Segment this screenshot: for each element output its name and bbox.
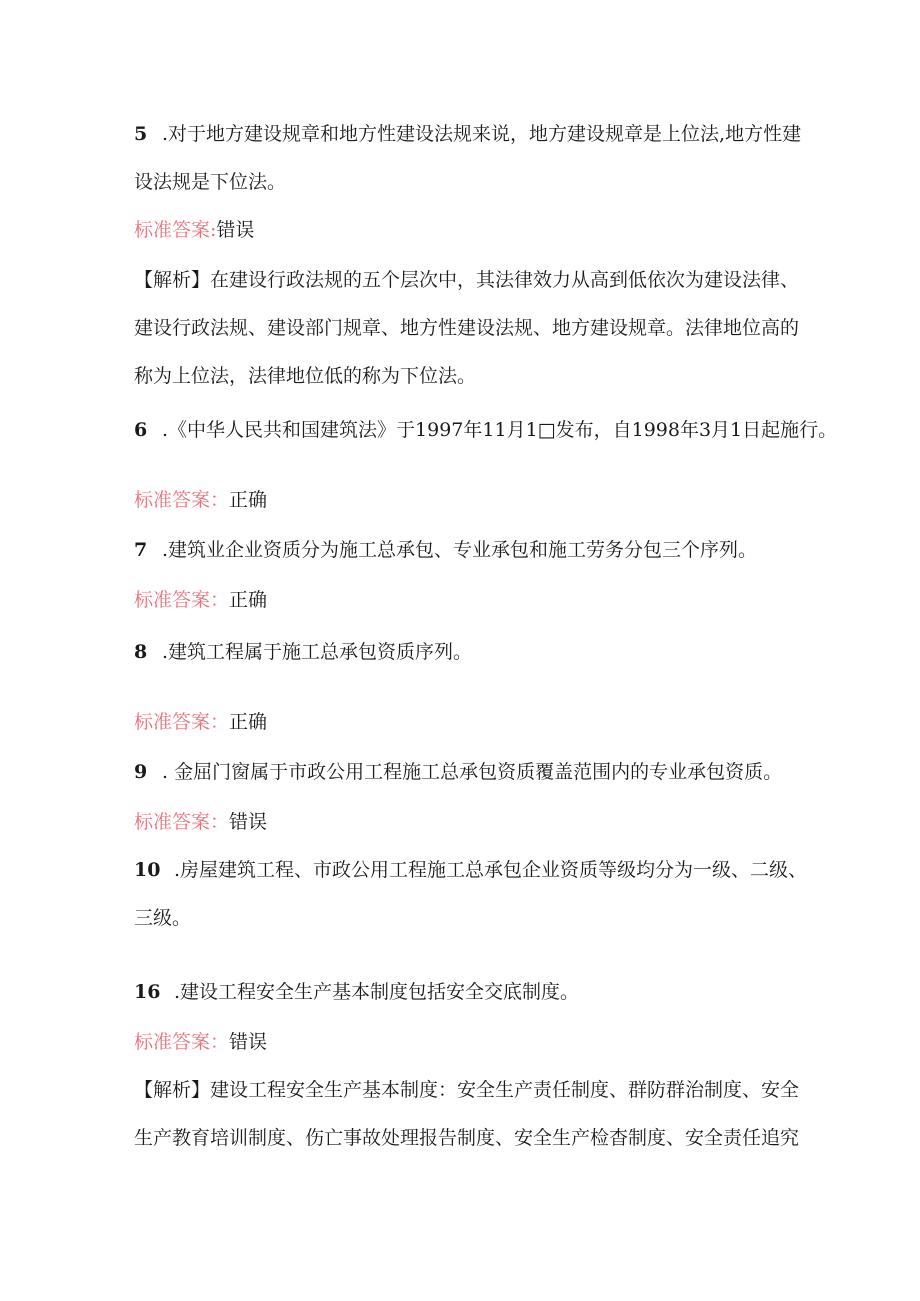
question-number: 7 [134, 539, 148, 561]
answer-16 [134, 1030, 794, 1054]
answer-9 [134, 810, 794, 834]
question-number: 16 [134, 981, 161, 1003]
explanation-text: 生产教育培训制度、伤亡事故处理报告制度、安全生产检杳制度、安全责任追究 [134, 1127, 800, 1149]
answer-6 [134, 488, 794, 512]
question-number: 8 [134, 641, 148, 663]
answer-value: 正确 [229, 489, 268, 511]
question-text: . 金屈门窗属于市政公用工程施工总承包资质覆盖范围内的专业承包资质。 [162, 761, 783, 783]
question-10-line-1 [134, 858, 808, 882]
question-text: .对于地方建设规章和地方性建设法规来说，地方建设规章是上位法,地方性建 [162, 123, 802, 145]
question-text: .建设工程安全生产基本制度包括安全交底制度。 [174, 981, 580, 1003]
answer-5 [134, 218, 794, 242]
answer-value: 正确 [229, 711, 268, 733]
question-number: 10 [134, 859, 161, 881]
question-text: .房屋建筑工程、市政公用工程施工总承包企业资质等级均分为一级、二级、 [174, 859, 808, 881]
question-text: .《中华人民共和国建筑法》于1997年11月1□发布，自1998年3月1日起施行。 [162, 419, 838, 441]
explanation-text: 称为上位法，法律地位低的称为下位法。 [134, 365, 477, 387]
answer-value: 错误 [229, 811, 268, 833]
explanation-text: 【解析】建设工程安全生产基本制度：安全生产责任制度、群防群治制度、安全 [134, 1079, 800, 1101]
answer-value: 错误 [216, 219, 255, 241]
question-16-line-1 [134, 980, 794, 1004]
answer-label: 标准答案: [134, 219, 217, 241]
answer-7 [134, 588, 794, 612]
question-6-line-1 [134, 418, 838, 442]
question-text: 设法规是下位法。 [134, 171, 287, 193]
question-text: .建筑工程属于施工总承包资质序列。 [162, 641, 473, 663]
explanation-16-line-2 [134, 1126, 800, 1150]
question-5-line-2 [134, 170, 794, 194]
answer-value: 正确 [229, 589, 268, 611]
explanation-16-line-1 [134, 1078, 800, 1102]
explanation-5-line-3 [134, 364, 794, 388]
explanation-5-line-1 [134, 268, 800, 292]
question-5-line-1 [134, 122, 802, 146]
question-10-line-2 [134, 906, 794, 930]
answer-value: 错误 [229, 1031, 268, 1053]
explanation-text: 建设行政法规、建设部门规章、地方性建设法规、地方建设规章。法律地位高的 [134, 317, 800, 339]
answer-label: 标准答案： [134, 589, 230, 611]
explanation-5-line-2 [134, 316, 800, 340]
answer-label: 标准答案： [134, 489, 230, 511]
question-text: 三级。 [134, 907, 192, 929]
answer-8 [134, 710, 794, 734]
question-number: 9 [134, 761, 148, 783]
question-number: 5 [134, 123, 148, 145]
answer-label: 标准答案： [134, 1031, 230, 1053]
question-8-line-1 [134, 640, 794, 664]
answer-label: 标准答案： [134, 711, 230, 733]
explanation-text: 【解析】在建设行政法规的五个层次中，其法律效力从高到低依次为建设法律、 [134, 269, 800, 291]
answer-label: 标准答案： [134, 811, 230, 833]
question-text: .建筑业企业资质分为施工总承包、专业承包和施工劳务分包三个序列。 [162, 539, 758, 561]
question-9-line-1 [134, 760, 794, 784]
question-7-line-1 [134, 538, 794, 562]
question-number: 6 [134, 419, 148, 441]
